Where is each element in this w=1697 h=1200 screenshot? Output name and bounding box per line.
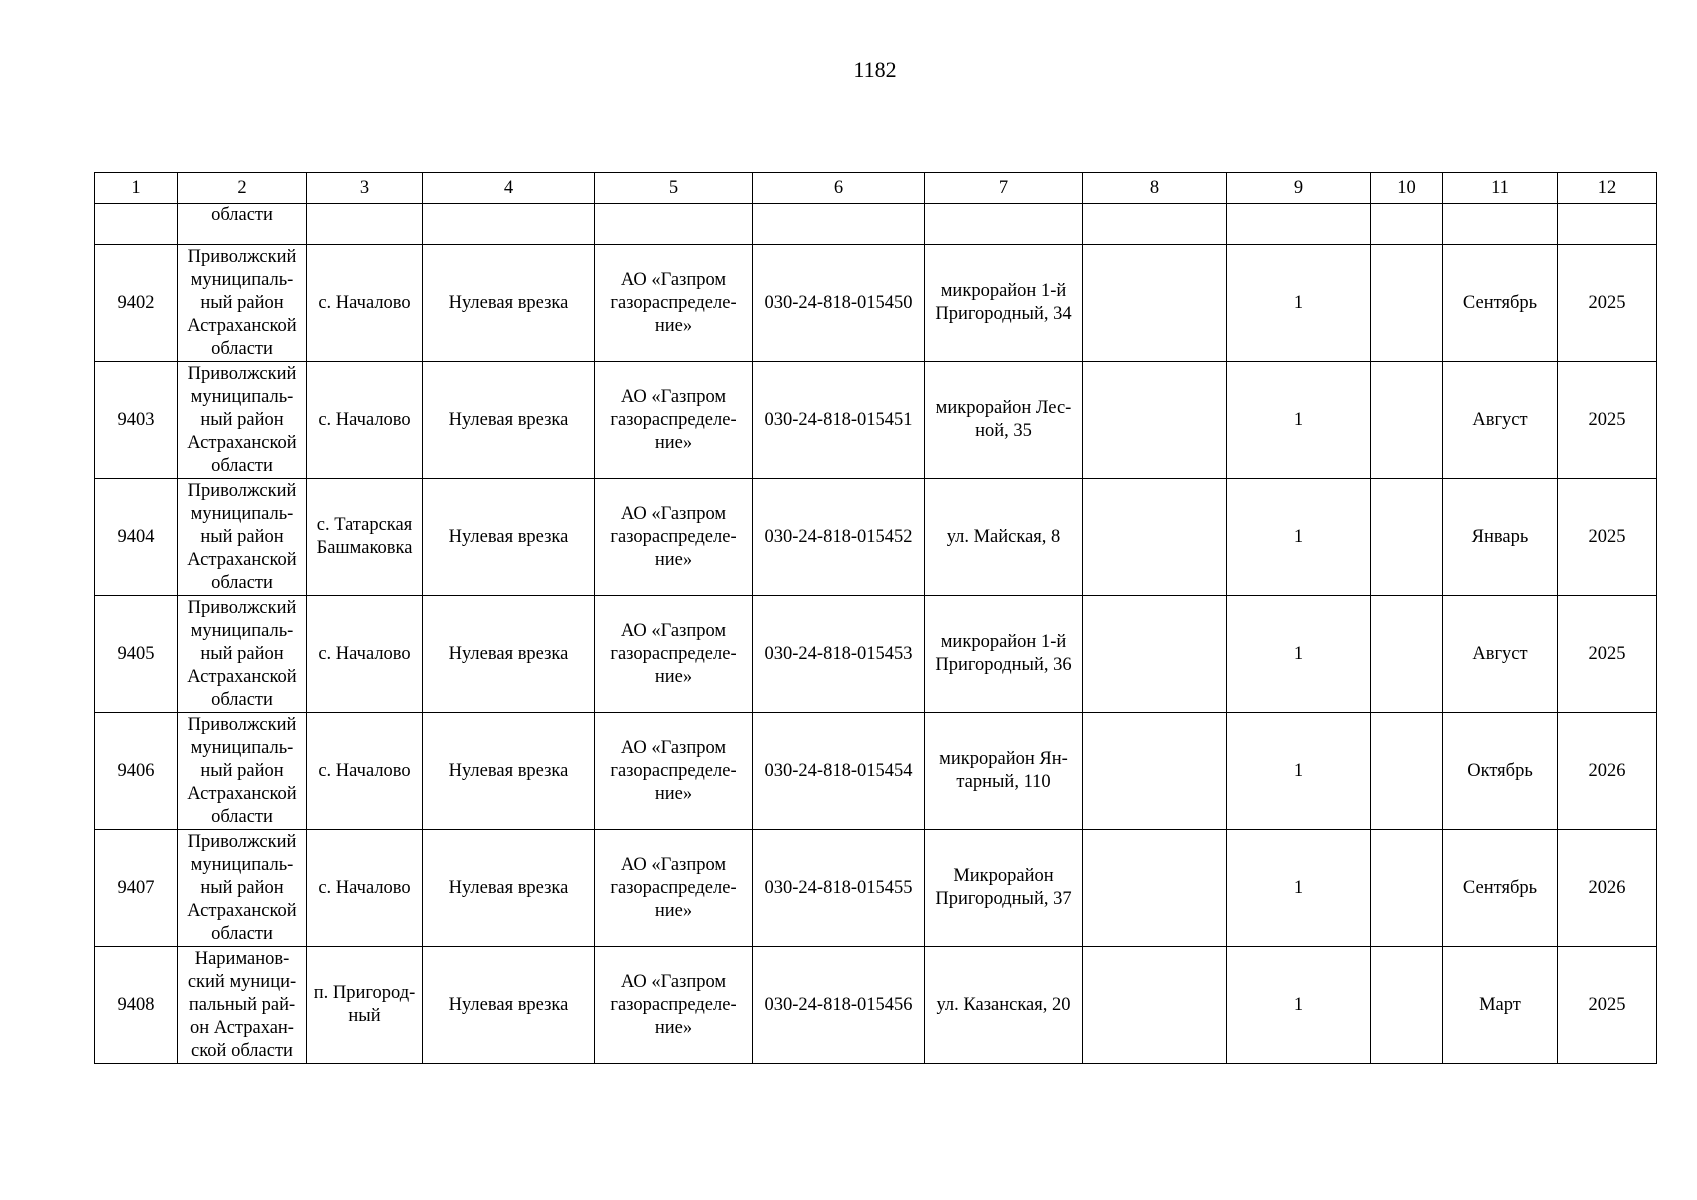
column-header: 7 bbox=[925, 173, 1083, 204]
municipality-cell: Нариманов- ский муници- пальный рай- он Астрахан- ской области bbox=[178, 947, 307, 1064]
connection-type-cell: Нулевая врезка bbox=[423, 947, 595, 1064]
column-header: 8 bbox=[1083, 173, 1227, 204]
registry-number-cell: 030-24-818-015452 bbox=[753, 479, 925, 596]
month-cell: Август bbox=[1443, 596, 1558, 713]
year-cell: 2026 bbox=[1558, 713, 1657, 830]
quantity-cell: 1 bbox=[1227, 245, 1371, 362]
table-row bbox=[95, 713, 1657, 830]
table-cell bbox=[1227, 204, 1371, 245]
year-cell: 2026 bbox=[1558, 830, 1657, 947]
year-cell: 2025 bbox=[1558, 947, 1657, 1064]
quantity-cell: 1 bbox=[1227, 362, 1371, 479]
column-8-cell bbox=[1083, 713, 1227, 830]
column-10-cell bbox=[1371, 479, 1443, 596]
settlement-cell: с. Началово bbox=[307, 596, 423, 713]
table-cell bbox=[595, 204, 753, 245]
table-row bbox=[95, 479, 1657, 596]
year-cell: 2025 bbox=[1558, 245, 1657, 362]
column-number-header bbox=[95, 173, 1657, 204]
operator-cell: АО «Газпром газораспределе- ние» bbox=[595, 362, 753, 479]
row-number-cell: 9408 bbox=[95, 947, 178, 1064]
column-8-cell bbox=[1083, 830, 1227, 947]
column-header: 2 bbox=[178, 173, 307, 204]
table-cell bbox=[925, 204, 1083, 245]
settlement-cell: с. Началово bbox=[307, 713, 423, 830]
table-cell bbox=[423, 204, 595, 245]
operator-cell: АО «Газпром газораспределе- ние» bbox=[595, 245, 753, 362]
column-10-cell bbox=[1371, 362, 1443, 479]
row-number-cell: 9404 bbox=[95, 479, 178, 596]
registry-number-cell: 030-24-818-015455 bbox=[753, 830, 925, 947]
table-row bbox=[95, 596, 1657, 713]
row-number-cell: 9406 bbox=[95, 713, 178, 830]
column-header: 1 bbox=[95, 173, 178, 204]
connection-type-cell: Нулевая врезка bbox=[423, 830, 595, 947]
column-header: 12 bbox=[1558, 173, 1657, 204]
registry-number-cell: 030-24-818-015450 bbox=[753, 245, 925, 362]
month-cell: Сентябрь bbox=[1443, 245, 1558, 362]
month-cell: Март bbox=[1443, 947, 1558, 1064]
column-header: 5 bbox=[595, 173, 753, 204]
row-number-cell: 9405 bbox=[95, 596, 178, 713]
table-cell bbox=[1083, 204, 1227, 245]
registry-number-cell: 030-24-818-015456 bbox=[753, 947, 925, 1064]
operator-cell: АО «Газпром газораспределе- ние» bbox=[595, 596, 753, 713]
municipality-cell: Приволжский муниципаль- ный район Астраханской области bbox=[178, 830, 307, 947]
settlement-cell: с. Татарская Башмаковка bbox=[307, 479, 423, 596]
column-10-cell bbox=[1371, 830, 1443, 947]
row-number-cell: 9403 bbox=[95, 362, 178, 479]
registry-number-cell: 030-24-818-015454 bbox=[753, 713, 925, 830]
registry-number-cell: 030-24-818-015451 bbox=[753, 362, 925, 479]
registry-number-cell: 030-24-818-015453 bbox=[753, 596, 925, 713]
column-8-cell bbox=[1083, 362, 1227, 479]
column-header: 9 bbox=[1227, 173, 1371, 204]
operator-cell: АО «Газпром газораспределе- ние» bbox=[595, 713, 753, 830]
month-cell: Октябрь bbox=[1443, 713, 1558, 830]
table-cell: области bbox=[178, 204, 307, 245]
address-cell: микрорайон 1-й Пригородный, 36 bbox=[925, 596, 1083, 713]
address-cell: микрорайон Ян- тарный, 110 bbox=[925, 713, 1083, 830]
register-table bbox=[94, 172, 1657, 1064]
year-cell: 2025 bbox=[1558, 479, 1657, 596]
column-header: 11 bbox=[1443, 173, 1558, 204]
column-8-cell bbox=[1083, 479, 1227, 596]
municipality-cell: Приволжский муниципаль- ный район Астраханской области bbox=[178, 713, 307, 830]
address-cell: ул. Майская, 8 bbox=[925, 479, 1083, 596]
settlement-cell: п. Пригород- ный bbox=[307, 947, 423, 1064]
column-header: 4 bbox=[423, 173, 595, 204]
table-cell bbox=[307, 204, 423, 245]
column-header: 6 bbox=[753, 173, 925, 204]
municipality-cell: Приволжский муниципаль- ный район Астраханской области bbox=[178, 362, 307, 479]
row-number-cell: 9402 bbox=[95, 245, 178, 362]
quantity-cell: 1 bbox=[1227, 947, 1371, 1064]
settlement-cell: с. Началово bbox=[307, 830, 423, 947]
month-cell: Сентябрь bbox=[1443, 830, 1558, 947]
quantity-cell: 1 bbox=[1227, 479, 1371, 596]
table-cell bbox=[1443, 204, 1558, 245]
records-body bbox=[95, 245, 1657, 1064]
address-cell: микрорайон Лес- ной, 35 bbox=[925, 362, 1083, 479]
row-number-cell: 9407 bbox=[95, 830, 178, 947]
connection-type-cell: Нулевая врезка bbox=[423, 362, 595, 479]
operator-cell: АО «Газпром газораспределе- ние» bbox=[595, 947, 753, 1064]
connection-type-cell: Нулевая врезка bbox=[423, 713, 595, 830]
connection-type-cell: Нулевая врезка bbox=[423, 596, 595, 713]
address-cell: Микрорайон Пригородный, 37 bbox=[925, 830, 1083, 947]
operator-cell: АО «Газпром газораспределе- ние» bbox=[595, 479, 753, 596]
table-row bbox=[95, 830, 1657, 947]
page-number: 1182 bbox=[853, 57, 897, 82]
municipality-cell: Приволжский муниципаль- ный район Астраханской области bbox=[178, 245, 307, 362]
quantity-cell: 1 bbox=[1227, 830, 1371, 947]
table-cell bbox=[1371, 204, 1443, 245]
header-row bbox=[95, 173, 1657, 204]
year-cell: 2025 bbox=[1558, 362, 1657, 479]
column-8-cell bbox=[1083, 596, 1227, 713]
table-cell bbox=[753, 204, 925, 245]
table-cell bbox=[1558, 204, 1657, 245]
operator-cell: АО «Газпром газораспределе- ние» bbox=[595, 830, 753, 947]
column-10-cell bbox=[1371, 713, 1443, 830]
quantity-cell: 1 bbox=[1227, 713, 1371, 830]
column-10-cell bbox=[1371, 947, 1443, 1064]
year-cell: 2025 bbox=[1558, 596, 1657, 713]
table-row bbox=[95, 245, 1657, 362]
column-header: 10 bbox=[1371, 173, 1443, 204]
column-header: 3 bbox=[307, 173, 423, 204]
quantity-cell: 1 bbox=[1227, 596, 1371, 713]
municipality-cell: Приволжский муниципаль- ный район Астраханской области bbox=[178, 596, 307, 713]
connection-type-cell: Нулевая врезка bbox=[423, 479, 595, 596]
municipality-cell: Приволжский муниципаль- ный район Астраханской области bbox=[178, 479, 307, 596]
connection-type-cell: Нулевая врезка bbox=[423, 245, 595, 362]
month-cell: Август bbox=[1443, 362, 1558, 479]
column-10-cell bbox=[1371, 245, 1443, 362]
table-row bbox=[95, 362, 1657, 479]
column-8-cell bbox=[1083, 947, 1227, 1064]
column-10-cell bbox=[1371, 596, 1443, 713]
table-row bbox=[95, 947, 1657, 1064]
address-cell: микрорайон 1-й Пригородный, 34 bbox=[925, 245, 1083, 362]
address-cell: ул. Казанская, 20 bbox=[925, 947, 1083, 1064]
table-cell bbox=[95, 204, 178, 245]
continuation-row bbox=[95, 204, 1657, 245]
column-8-cell bbox=[1083, 245, 1227, 362]
month-cell: Январь bbox=[1443, 479, 1558, 596]
settlement-cell: с. Началово bbox=[307, 245, 423, 362]
settlement-cell: с. Началово bbox=[307, 362, 423, 479]
